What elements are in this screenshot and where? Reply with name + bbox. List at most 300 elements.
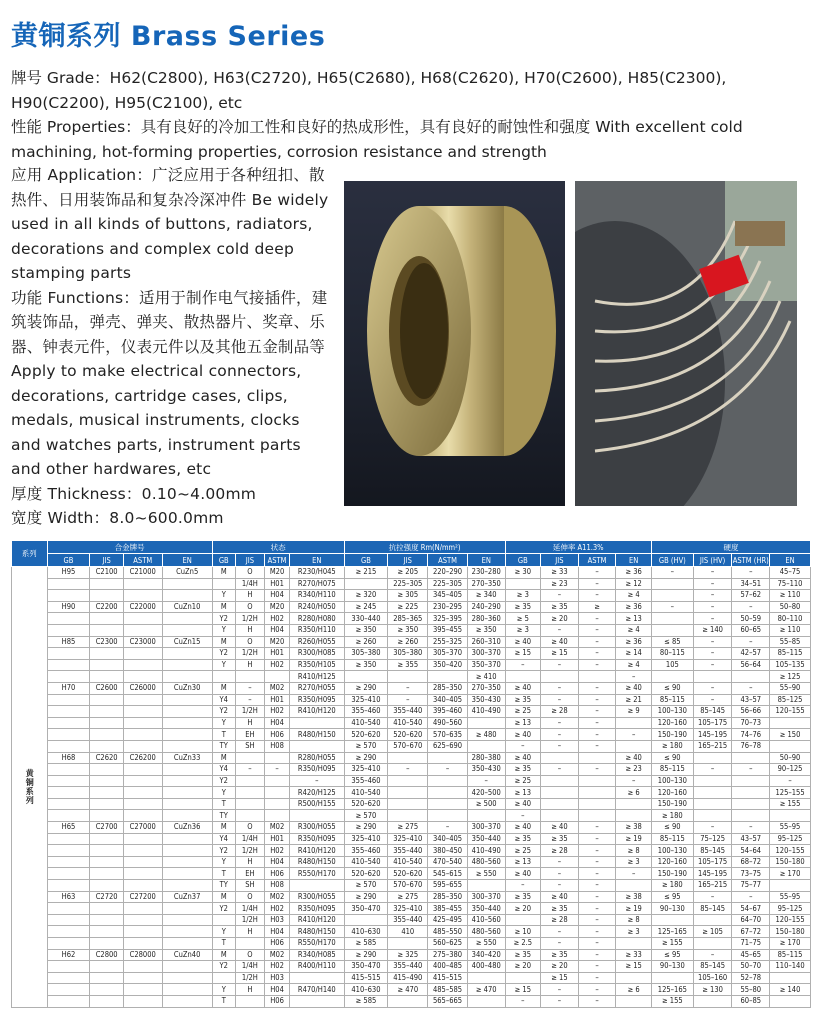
table-cell: 395–455 (428, 624, 468, 636)
table-cell: R410/H120 (290, 914, 344, 926)
header-hardness: 硬度 (651, 541, 810, 554)
table-cell: – (616, 671, 652, 683)
table-cell: 280–360 (467, 613, 505, 625)
table-cell (770, 717, 811, 729)
table-cell: 285–350 (428, 891, 468, 903)
table-cell: ≥ 320 (344, 590, 388, 602)
table-cell (541, 671, 579, 683)
table-cell: ≥ 40 (505, 636, 541, 648)
table-cell (90, 845, 123, 857)
table-cell: ≥ 550 (467, 938, 505, 950)
table-cell (162, 717, 212, 729)
table-cell: 105–175 (693, 856, 732, 868)
table-cell: 165–215 (693, 880, 732, 892)
table-row (12, 972, 811, 984)
table-cell: – (578, 845, 616, 857)
table-cell: 120–155 (770, 706, 811, 718)
table-cell: 55–95 (770, 822, 811, 834)
table-cell: ≥ 180 (651, 740, 693, 752)
table-cell: – (578, 636, 616, 648)
table-cell: ≥ 290 (344, 752, 388, 764)
table-row (12, 636, 811, 648)
table-cell: 1/2H (235, 914, 264, 926)
table-cell: H (235, 590, 264, 602)
table-cell: 85–115 (770, 949, 811, 961)
table-cell (578, 752, 616, 764)
brass-coil-photo (344, 181, 565, 506)
table-cell: R340/H110 (290, 590, 344, 602)
subheader-cell: JIS (HV) (693, 554, 732, 567)
slitting-machine-illustration (575, 181, 797, 506)
table-cell: 43–57 (732, 833, 770, 845)
page-title: 黄铜系列 Brass Series (11, 21, 326, 52)
table-row (12, 717, 811, 729)
table-cell: M (212, 822, 235, 834)
table-cell: H03 (265, 972, 290, 984)
table-cell: – (467, 775, 505, 787)
table-cell: – (578, 578, 616, 590)
table-cell: R230/H045 (290, 567, 344, 579)
table-cell (47, 798, 90, 810)
table-cell (90, 880, 123, 892)
table-cell: – (732, 636, 770, 648)
table-cell (235, 671, 264, 683)
table-cell: 355–440 (388, 845, 428, 857)
table-cell: ≥ 170 (770, 868, 811, 880)
table-cell (651, 671, 693, 683)
table-cell (90, 972, 123, 984)
table-cell (616, 995, 652, 1007)
table-cell: ≥ 20 (505, 961, 541, 973)
table-cell: C27200 (123, 891, 162, 903)
table-cell (123, 961, 162, 973)
table-cell (616, 938, 652, 950)
table-cell: 520–620 (388, 729, 428, 741)
table-cell (90, 590, 123, 602)
table-cell: 74–76 (732, 729, 770, 741)
table-cell: ≥ 6 (616, 787, 652, 799)
table-cell: 105–160 (693, 972, 732, 984)
table-cell (541, 787, 579, 799)
table-cell: ≥ 13 (505, 856, 541, 868)
table-cell (162, 694, 212, 706)
table-cell: TY (212, 740, 235, 752)
table-cell: – (578, 903, 616, 915)
table-cell: 120–160 (651, 717, 693, 729)
table-cell (388, 995, 428, 1007)
table-row (12, 671, 811, 683)
table-cell (388, 938, 428, 950)
table-cell (651, 914, 693, 926)
table-cell: 410–540 (344, 856, 388, 868)
table-cell: 150–190 (651, 868, 693, 880)
table-cell: 220–290 (428, 567, 468, 579)
table-cell: – (505, 810, 541, 822)
table-cell: H (235, 984, 264, 996)
table-cell: Y4 (212, 833, 235, 845)
table-cell (123, 914, 162, 926)
table-cell (123, 856, 162, 868)
table-cell: 340–420 (467, 949, 505, 961)
table-cell: ≥ 125 (770, 671, 811, 683)
table-cell: 400–480 (467, 961, 505, 973)
table-cell: 300–370 (467, 891, 505, 903)
table-cell (90, 961, 123, 973)
table-cell: ≥ 23 (541, 578, 579, 590)
table-cell: – (578, 822, 616, 834)
table-cell: H62 (47, 949, 90, 961)
table-cell (428, 787, 468, 799)
table-cell: 325–410 (388, 903, 428, 915)
table-cell: ≥ 155 (651, 995, 693, 1007)
table-cell (693, 798, 732, 810)
table-cell (162, 961, 212, 973)
subheader-cell: JIS (235, 554, 264, 567)
table-cell (90, 740, 123, 752)
table-cell (90, 798, 123, 810)
table-cell: ≥ 305 (388, 590, 428, 602)
table-cell: R270/H075 (290, 578, 344, 590)
table-cell (90, 578, 123, 590)
table-row (12, 938, 811, 950)
table-cell: 34–51 (732, 578, 770, 590)
table-cell (651, 624, 693, 636)
table-cell: 95–125 (770, 903, 811, 915)
table-cell: 300–370 (467, 822, 505, 834)
table-cell: 480–560 (467, 926, 505, 938)
table-cell: 54–64 (732, 845, 770, 857)
table-cell (235, 938, 264, 950)
table-cell: 150–190 (651, 729, 693, 741)
table-cell: 80–115 (651, 648, 693, 660)
table-cell: C28000 (123, 949, 162, 961)
table-cell: ≥ 290 (344, 822, 388, 834)
table-cell: R480/H150 (290, 856, 344, 868)
table-cell (123, 740, 162, 752)
table-cell: ≥ 20 (505, 903, 541, 915)
table-cell: H65 (47, 822, 90, 834)
table-cell: – (693, 567, 732, 579)
table-cell: ≥ 33 (616, 949, 652, 961)
table-cell: 85–145 (693, 845, 732, 857)
table-cell: ≥ 40 (541, 822, 579, 834)
table-cell: CuZn37 (162, 891, 212, 903)
table-cell: ≥ 2.5 (505, 938, 541, 950)
table-cell: Y4 (212, 764, 235, 776)
table-cell: 145–195 (693, 729, 732, 741)
table-cell: ≥ 140 (770, 984, 811, 996)
table-cell (47, 613, 90, 625)
table-cell: ≥ 19 (616, 903, 652, 915)
table-cell (123, 706, 162, 718)
table-cell (162, 798, 212, 810)
table-cell: H02 (265, 845, 290, 857)
table-cell: 85–115 (651, 764, 693, 776)
table-cell: ≥ (578, 601, 616, 613)
table-cell: 355–460 (344, 845, 388, 857)
table-cell: R470/H140 (290, 984, 344, 996)
table-cell (290, 810, 344, 822)
table-cell: – (616, 775, 652, 787)
table-cell (212, 972, 235, 984)
table-cell: 410–540 (344, 717, 388, 729)
table-cell (235, 798, 264, 810)
table-cell: 425–495 (428, 914, 468, 926)
table-cell (651, 578, 693, 590)
table-cell (162, 995, 212, 1007)
table-cell: 105 (651, 659, 693, 671)
table-cell: ≥ 19 (616, 833, 652, 845)
table-row (12, 706, 811, 718)
table-cell: EH (235, 729, 264, 741)
table-cell: H02 (265, 961, 290, 973)
table-cell: ≥ 13 (505, 787, 541, 799)
series-label-cell: 黄铜系列 (12, 567, 48, 1008)
table-cell: 55–85 (770, 636, 811, 648)
table-cell: H63 (47, 891, 90, 903)
table-cell (90, 810, 123, 822)
table-row (12, 926, 811, 938)
table-cell (578, 810, 616, 822)
table-row (12, 659, 811, 671)
table-cell: 410–630 (344, 984, 388, 996)
table-cell: 76–78 (732, 740, 770, 752)
table-cell: ≥ 38 (616, 822, 652, 834)
table-cell: 325–395 (428, 613, 468, 625)
table-cell (428, 810, 468, 822)
table-cell (162, 810, 212, 822)
table-cell: ≥ 585 (344, 995, 388, 1007)
table-cell (47, 740, 90, 752)
table-cell: ≥ 155 (651, 938, 693, 950)
table-cell: – (505, 880, 541, 892)
table-cell: 56–64 (732, 659, 770, 671)
table-cell: 470–540 (428, 856, 468, 868)
table-cell (162, 880, 212, 892)
table-cell: ≥ 38 (616, 891, 652, 903)
table-cell (162, 926, 212, 938)
table-cell: H04 (265, 856, 290, 868)
table-cell: CuZn40 (162, 949, 212, 961)
table-cell: 52–78 (732, 972, 770, 984)
table-cell: 570–635 (428, 729, 468, 741)
table-cell: – (578, 984, 616, 996)
table-cell: ≥ 4 (616, 659, 652, 671)
table-cell: H02 (265, 659, 290, 671)
table-cell: – (578, 880, 616, 892)
table-row (12, 903, 811, 915)
table-cell (162, 590, 212, 602)
table-cell: 105–175 (693, 717, 732, 729)
table-cell: 350–370 (467, 659, 505, 671)
table-cell: – (541, 659, 579, 671)
table-cell: CuZn10 (162, 601, 212, 613)
table-cell: 85–145 (693, 706, 732, 718)
table-cell (265, 671, 290, 683)
table-cell: 120–160 (651, 856, 693, 868)
table-cell (162, 984, 212, 996)
table-cell: – (578, 764, 616, 776)
table-cell: 42–57 (732, 648, 770, 660)
table-cell: – (428, 822, 468, 834)
table-cell: 105–135 (770, 659, 811, 671)
table-cell (47, 706, 90, 718)
table-cell: 350–430 (467, 764, 505, 776)
table-cell: 410–490 (467, 845, 505, 857)
table-cell (388, 671, 428, 683)
table-cell: ≥ 355 (388, 659, 428, 671)
table-cell (616, 880, 652, 892)
table-cell: ≤ 95 (651, 949, 693, 961)
table-cell: – (578, 682, 616, 694)
table-cell: ≥ 33 (541, 567, 579, 579)
table-cell: ≥ 40 (505, 868, 541, 880)
table-cell: T (212, 729, 235, 741)
table-cell: C26200 (123, 752, 162, 764)
table-cell: ≥ 25 (505, 845, 541, 857)
subheader-cell: EN (467, 554, 505, 567)
table-cell (467, 810, 505, 822)
table-cell: – (578, 856, 616, 868)
table-cell: 355–440 (388, 961, 428, 973)
table-cell: – (693, 891, 732, 903)
table-cell: SH (235, 880, 264, 892)
table-cell (123, 798, 162, 810)
table-cell (123, 764, 162, 776)
table-cell: O (235, 636, 264, 648)
table-cell: 1/4H (235, 833, 264, 845)
table-cell: 305–370 (428, 648, 468, 660)
table-cell (90, 926, 123, 938)
table-cell (90, 694, 123, 706)
table-cell (235, 810, 264, 822)
table-cell (388, 775, 428, 787)
table-cell: 64–70 (732, 914, 770, 926)
table-cell (90, 624, 123, 636)
table-cell: C2300 (90, 636, 123, 648)
subheader-cell: EN (770, 554, 811, 567)
brass-spec-table-wrapper (11, 540, 811, 1008)
table-cell: ≥ 8 (616, 845, 652, 857)
table-cell: – (505, 995, 541, 1007)
table-cell: T (212, 868, 235, 880)
table-cell: R350/H095 (290, 694, 344, 706)
table-cell: ≥ 23 (616, 764, 652, 776)
table-cell: M (212, 636, 235, 648)
table-cell: 325–410 (344, 694, 388, 706)
table-cell: ≥ 150 (770, 729, 811, 741)
table-cell: ≥ 40 (505, 752, 541, 764)
table-cell: – (541, 856, 579, 868)
table-cell: H70 (47, 682, 90, 694)
table-cell: 71–75 (732, 938, 770, 950)
table-cell: Y (212, 856, 235, 868)
table-cell: ≥ 180 (651, 880, 693, 892)
table-cell: Y2 (212, 613, 235, 625)
table-cell: 565–665 (428, 995, 468, 1007)
table-cell: ≥ 9 (616, 706, 652, 718)
table-cell: Y2 (212, 706, 235, 718)
table-cell (123, 995, 162, 1007)
table-cell: – (265, 764, 290, 776)
table-cell: 1/2H (235, 706, 264, 718)
brass-strip-slitting-photo (575, 181, 797, 506)
table-cell: ≥ 40 (505, 798, 541, 810)
table-cell (90, 833, 123, 845)
table-cell: R260/H055 (290, 636, 344, 648)
table-cell: – (541, 717, 579, 729)
subheader-cell: ASTM (HR) (732, 555, 769, 565)
table-cell: 60–65 (732, 624, 770, 636)
table-cell (651, 613, 693, 625)
table-cell: 270–350 (467, 682, 505, 694)
table-cell: – (693, 822, 732, 834)
table-cell: R280/H055 (290, 752, 344, 764)
table-cell (693, 914, 732, 926)
table-cell: H06 (265, 938, 290, 950)
table-cell: ≥ 36 (616, 567, 652, 579)
table-cell (616, 740, 652, 752)
table-cell (162, 740, 212, 752)
table-cell: 54–67 (732, 903, 770, 915)
table-cell (123, 926, 162, 938)
table-cell: ≥ 350 (344, 659, 388, 671)
subheader-cell: ASTM (123, 554, 162, 567)
table-cell: C22000 (123, 601, 162, 613)
table-cell: 73–75 (732, 868, 770, 880)
table-cell (47, 938, 90, 950)
table-cell: 55–80 (732, 984, 770, 996)
table-cell (47, 578, 90, 590)
subheader-cell: GB (HV) (651, 554, 693, 567)
table-cell (212, 578, 235, 590)
table-cell: – (732, 567, 770, 579)
table-cell: 110–140 (770, 961, 811, 973)
table-cell (90, 775, 123, 787)
table-cell (123, 833, 162, 845)
table-cell: 285–365 (388, 613, 428, 625)
table-cell (90, 787, 123, 799)
table-cell: 150–180 (770, 926, 811, 938)
table-cell (90, 764, 123, 776)
table-cell: H01 (265, 578, 290, 590)
table-cell (90, 995, 123, 1007)
table-cell (162, 671, 212, 683)
table-cell: 100–130 (651, 775, 693, 787)
table-cell: – (541, 694, 579, 706)
subheader-cell: JIS (541, 554, 579, 567)
table-cell (90, 984, 123, 996)
table-cell: ≥ 350 (388, 624, 428, 636)
table-cell: 325–410 (344, 833, 388, 845)
table-cell: ≥ 35 (541, 833, 579, 845)
table-cell (616, 972, 652, 984)
table-cell (467, 717, 505, 729)
table-cell (90, 868, 123, 880)
table-cell: H04 (265, 926, 290, 938)
table-cell: R350/H095 (290, 903, 344, 915)
table-cell (47, 764, 90, 776)
table-cell: T (212, 938, 235, 950)
table-cell: – (578, 961, 616, 973)
table-cell: – (578, 659, 616, 671)
table-cell: ≥ 28 (541, 845, 579, 857)
table-cell: 355–460 (344, 775, 388, 787)
table-cell: 125–165 (651, 984, 693, 996)
table-row (12, 822, 811, 834)
table-row (12, 682, 811, 694)
table-cell: – (541, 880, 579, 892)
